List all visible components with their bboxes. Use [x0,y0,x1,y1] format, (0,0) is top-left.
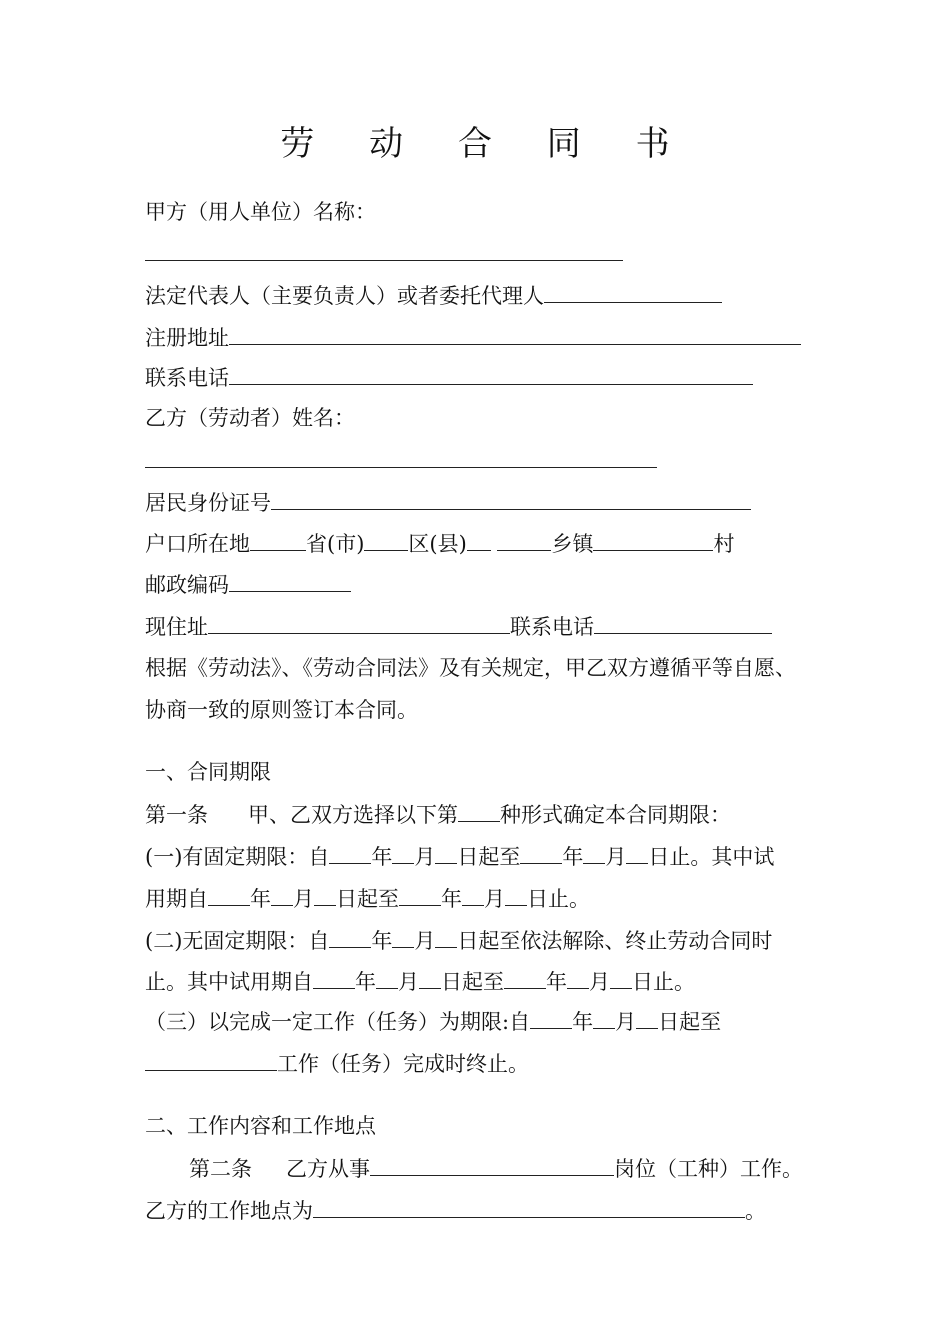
fixed-start-day-blank[interactable] [435,841,457,864]
fixed-start-month-blank[interactable] [392,841,414,864]
hukou-village-blank[interactable] [593,528,713,551]
open-trial-end-year-blank[interactable] [504,966,546,989]
trial-period-label: 用期自 [145,887,208,911]
hukou-blank-a[interactable] [467,528,491,551]
document-title: 劳 动 合 同 书 [280,124,692,164]
year-label: 年 [441,887,462,911]
workplace-line [145,1195,766,1226]
from-to-label: 日起至 [336,887,399,911]
month-label: 月 [589,970,610,994]
phone-a-label: 联系电话 [145,366,229,390]
open-trial-start-day-blank[interactable] [419,966,441,989]
open-start-year-blank[interactable] [329,925,371,948]
task-term-tail: 工作（任务）完成时终止。 [277,1052,529,1076]
trial-start-day-blank[interactable] [314,883,336,906]
open-trial-end-day-blank[interactable] [610,966,632,989]
open-trial-label: 止。其中试用期自 [145,970,313,994]
fixed-term-line-1 [145,841,774,872]
current-address-blank[interactable] [208,611,510,634]
month-label: 月 [398,970,419,994]
party-b-label [145,403,355,433]
task-term-line-1 [145,1006,721,1037]
day-end-label: 日止。 [632,970,695,994]
trial-start-year-blank[interactable] [208,883,250,906]
open-term-line-2 [145,966,695,997]
task-start-year-blank[interactable] [530,1006,572,1029]
month-label: 月 [615,1010,637,1034]
open-trial-end-month-blank[interactable] [567,966,589,989]
current-address-line [145,611,772,642]
open-trial-start-month-blank[interactable] [376,966,398,989]
fixed-term-label: (一)有固定期限：自 [145,845,330,869]
fixed-term-line-2 [145,883,590,914]
year-label: 年 [562,845,584,869]
hukou-town-blank[interactable] [497,528,551,551]
party-b-name-blank[interactable] [145,466,657,468]
legal-rep-line [145,280,722,311]
fixed-end-year-blank[interactable] [520,841,562,864]
year-label: 年 [371,845,393,869]
month-label: 月 [293,887,314,911]
phone-a-line [145,362,753,393]
fixed-end-month-blank[interactable] [583,841,605,864]
party-a-label-text: 甲方（用人单位）名称： [145,200,376,224]
basis-line-1: 根据《劳动法》、《劳动合同法》及有关规定，甲乙双方遵循平等自愿、 [145,656,796,680]
party-b-label-text: 乙方（劳动者）姓名： [145,406,355,430]
task-description-blank[interactable] [145,1048,277,1071]
month-label: 月 [414,845,436,869]
workplace-label: 乙方的工作地点为 [145,1199,313,1223]
postcode-label: 邮政编码 [145,573,229,597]
open-term-line-1 [145,925,772,956]
task-start-day-blank[interactable] [636,1006,658,1029]
phone-b-blank[interactable] [594,611,772,634]
workplace-blank[interactable] [313,1195,745,1218]
hukou-village-label: 村 [713,532,735,556]
phone-a-blank[interactable] [229,362,753,385]
from-to-label: 日起至 [457,845,521,869]
trial-end-day-blank[interactable] [505,883,527,906]
year-label: 年 [250,887,271,911]
reg-address-label: 注册地址 [145,326,229,350]
hukou-province-label: 省(市) [306,532,365,556]
trial-tail-label: 日止。其中试 [648,845,775,869]
article-1-text-b: 种形式确定本合同期限： [500,803,731,827]
legal-rep-label: 法定代表人（主要负责人）或者委托代理人 [145,284,544,308]
section-1-heading: 一、合同期限 [145,760,271,784]
hukou-town-label: 乡镇 [551,532,594,556]
hukou-province-blank[interactable] [250,528,306,551]
article-2-text-a: 乙方从事 [286,1157,370,1181]
year-label: 年 [546,970,567,994]
hukou-line [145,528,734,559]
day-end-label: 日止。 [527,887,590,911]
month-label: 月 [414,929,436,953]
article-2-text-b: 岗位（工种）工作。 [614,1157,803,1181]
article-2-number: 第二条 [189,1157,252,1181]
id-line [145,487,751,518]
fixed-start-year-blank[interactable] [329,841,371,864]
basis-line-2: 协商一致的原则签订本合同。 [145,698,418,722]
id-label: 居民身份证号 [145,491,271,515]
article-1-number: 第一条 [145,803,208,827]
article-1-line [145,799,731,830]
position-blank[interactable] [370,1153,614,1176]
year-label: 年 [572,1010,594,1034]
postcode-blank[interactable] [229,569,351,592]
section-2-heading: 二、工作内容和工作地点 [145,1114,376,1138]
phone-b-label: 联系电话 [510,615,594,639]
trial-start-month-blank[interactable] [271,883,293,906]
article-2-line [189,1153,803,1184]
legal-rep-blank[interactable] [544,280,722,303]
task-start-month-blank[interactable] [593,1006,615,1029]
open-term-tail: 日起至依法解除、终止劳动合同时 [457,929,773,953]
hukou-label: 户口所在地 [145,532,250,556]
term-type-blank[interactable] [458,799,500,822]
task-term-label: （三）以完成一定工作（任务）为期限:自 [145,1010,531,1034]
year-label: 年 [371,929,393,953]
open-term-label: (二)无固定期限：自 [145,929,330,953]
month-label: 月 [484,887,505,911]
trial-end-month-blank[interactable] [462,883,484,906]
postcode-line [145,569,351,600]
open-start-month-blank[interactable] [392,925,414,948]
current-address-label: 现住址 [145,615,208,639]
task-term-line-2 [145,1048,529,1079]
reg-address-line [145,322,801,353]
open-start-day-blank[interactable] [435,925,457,948]
workplace-period: 。 [745,1199,766,1223]
month-label: 月 [605,845,627,869]
from-to-label: 日起至 [658,1010,722,1034]
party-a-label [145,197,376,227]
id-blank[interactable] [271,487,751,510]
year-label: 年 [355,970,376,994]
party-a-name-blank[interactable] [145,259,623,261]
hukou-district-blank[interactable] [364,528,408,551]
article-1-text-a: 甲、乙双方选择以下第 [248,803,458,827]
open-trial-start-year-blank[interactable] [313,966,355,989]
fixed-end-day-blank[interactable] [626,841,648,864]
hukou-district-label: 区(县) [408,532,467,556]
from-to-label: 日起至 [441,970,504,994]
trial-end-year-blank[interactable] [399,883,441,906]
reg-address-blank[interactable] [229,322,801,345]
